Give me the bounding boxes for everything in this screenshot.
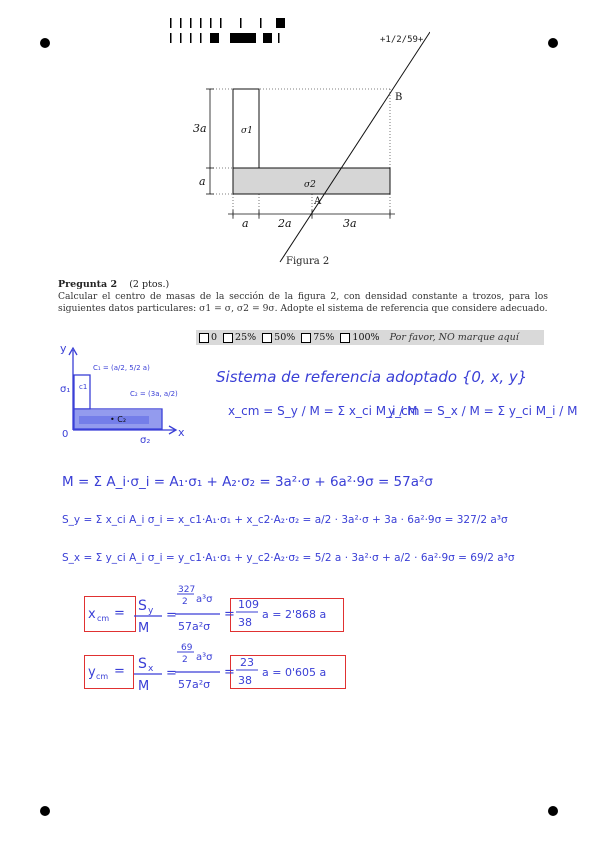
svg-text:=: = <box>166 666 177 681</box>
xcm-den: 57a²σ <box>178 620 211 633</box>
xcm-result-value: a = 2'868 a <box>262 608 327 621</box>
handwritten-sketch <box>55 340 200 445</box>
dim-a-left: a <box>199 175 206 188</box>
checkbox[interactable] <box>199 333 209 343</box>
question-text: Calcular el centro de masas de la sección de la figura 2, con densidad constante a trozos, para los siguientes datos particulares: σ1 = σ, σ2 = 9σ. Adopte el sistema de referencia que considere adecuado. <box>58 291 548 315</box>
figure-2 <box>190 30 430 265</box>
sketch-c2-point: • C₂ <box>110 415 127 424</box>
xcm-lhs-sub: cm <box>97 614 110 623</box>
svg-text:=: = <box>166 608 177 623</box>
grade-option-100[interactable]: 100% <box>340 332 379 343</box>
xcm-frac-top: 109 <box>238 598 259 611</box>
dim-2a-bottom: 2a <box>278 217 292 230</box>
sketch-c2-label: C₂ = (3a, a/2) <box>130 390 178 398</box>
registration-dot-bottom-right <box>548 806 558 816</box>
checkbox[interactable] <box>301 333 311 343</box>
sketch-origin: 0 <box>62 429 69 440</box>
ycm-num-tail: a³σ <box>196 652 213 663</box>
xcm-frac-bot: 38 <box>238 616 252 629</box>
sx-equation: S_x = Σ y_ci A_i σ_i = y_c1·A₁·σ₁ + y_c2·A₂·σ₂ = 5/2 a · 3a²·σ + a/2 · 6a²·9σ = 69/2 a³σ <box>62 552 515 564</box>
point-a-label: A <box>314 196 322 207</box>
sketch-x-axis: x <box>178 426 185 439</box>
sketch-sigma2: σ₂ <box>140 435 151 445</box>
svg-text:=: = <box>224 665 235 680</box>
sketch-y-axis: y <box>60 342 67 355</box>
grade-option-75[interactable]: 75% <box>301 332 334 343</box>
ycm-num-top: 69 <box>181 643 193 653</box>
dim-a-bottom: a <box>242 217 249 230</box>
dim-3a-bottom: 3a <box>343 217 357 230</box>
sketch-c1-label: C₁ = (a/2, 5/2 a) <box>93 364 150 372</box>
xcm-lhs: x <box>88 607 96 622</box>
grading-bar <box>196 330 544 345</box>
ycm-definition: y_cm = S_x / M = Σ y_ci M_i / M <box>388 404 578 418</box>
registration-dot-bottom-left <box>40 806 50 816</box>
svg-text:=: = <box>114 664 125 679</box>
sketch-sigma1: σ₁ <box>60 384 71 395</box>
question-title: Pregunta 2 <box>58 279 118 290</box>
checkbox[interactable] <box>223 333 233 343</box>
xcm-sy: S <box>138 598 147 614</box>
page-id: +1/2/59+ <box>380 35 424 45</box>
grade-option-25[interactable]: 25% <box>223 332 256 343</box>
xcm-num-top: 327 <box>178 585 196 595</box>
sy-equation: S_y = Σ x_ci A_i σ_i = x_c1·A₁·σ₁ + x_c2·A₂·σ₂ = a/2 · 3a²·σ + 3a · 6a²·9σ = 327/2 a³σ <box>62 514 508 526</box>
xcm-result <box>86 578 348 638</box>
xcm-num-tail: a³σ <box>196 594 213 605</box>
checkbox[interactable] <box>262 333 272 343</box>
reference-system-line: Sistema de referencia adoptado {0, x, y} <box>216 368 528 386</box>
svg-text:=: = <box>114 606 125 621</box>
figure-caption: Figura 2 <box>286 256 330 267</box>
ycm-num-bot: 2 <box>182 655 188 665</box>
mass-equation: M = Σ A_i·σ_i = A₁·σ₁ + A₂·σ₂ = 3a²·σ + 6a²·9σ = 57a²σ <box>62 474 433 490</box>
sigma1-label: σ1 <box>241 126 253 136</box>
xcm-m: M <box>138 621 150 636</box>
sigma2-label: σ2 <box>304 180 316 190</box>
ycm-lhs-sub: cm <box>96 672 109 681</box>
registration-dot-top-right <box>548 38 558 48</box>
dim-3a-left: 3a <box>193 122 207 135</box>
ycm-lhs: y <box>88 665 96 680</box>
xcm-sy-sub: y <box>148 606 154 616</box>
checkbox[interactable] <box>340 333 350 343</box>
grading-note: Por favor, NO marque aquí <box>389 332 519 343</box>
svg-text:=: = <box>224 607 235 622</box>
ycm-result <box>86 636 348 696</box>
ycm-m: M <box>138 679 150 694</box>
ycm-frac-top: 23 <box>240 656 254 669</box>
sketch-c1-point: c1 <box>79 383 88 391</box>
ycm-sx-sub: x <box>148 664 154 674</box>
registration-dot-top-left <box>40 38 50 48</box>
xcm-definition: x_cm = S_y / M = Σ x_ci M_i / M <box>228 404 418 418</box>
ycm-result-value: a = 0'605 a <box>262 666 327 679</box>
xcm-num-bot: 2 <box>182 597 188 607</box>
grade-option-50[interactable]: 50% <box>262 332 295 343</box>
question-header <box>58 279 169 290</box>
ycm-frac-bot: 38 <box>238 674 252 687</box>
ycm-den: 57a²σ <box>178 678 211 691</box>
question-points: (2 ptos.) <box>129 279 170 290</box>
ycm-sx: S <box>138 656 147 672</box>
point-b-label: B <box>395 92 403 103</box>
grade-option-0[interactable]: 0 <box>199 332 217 343</box>
